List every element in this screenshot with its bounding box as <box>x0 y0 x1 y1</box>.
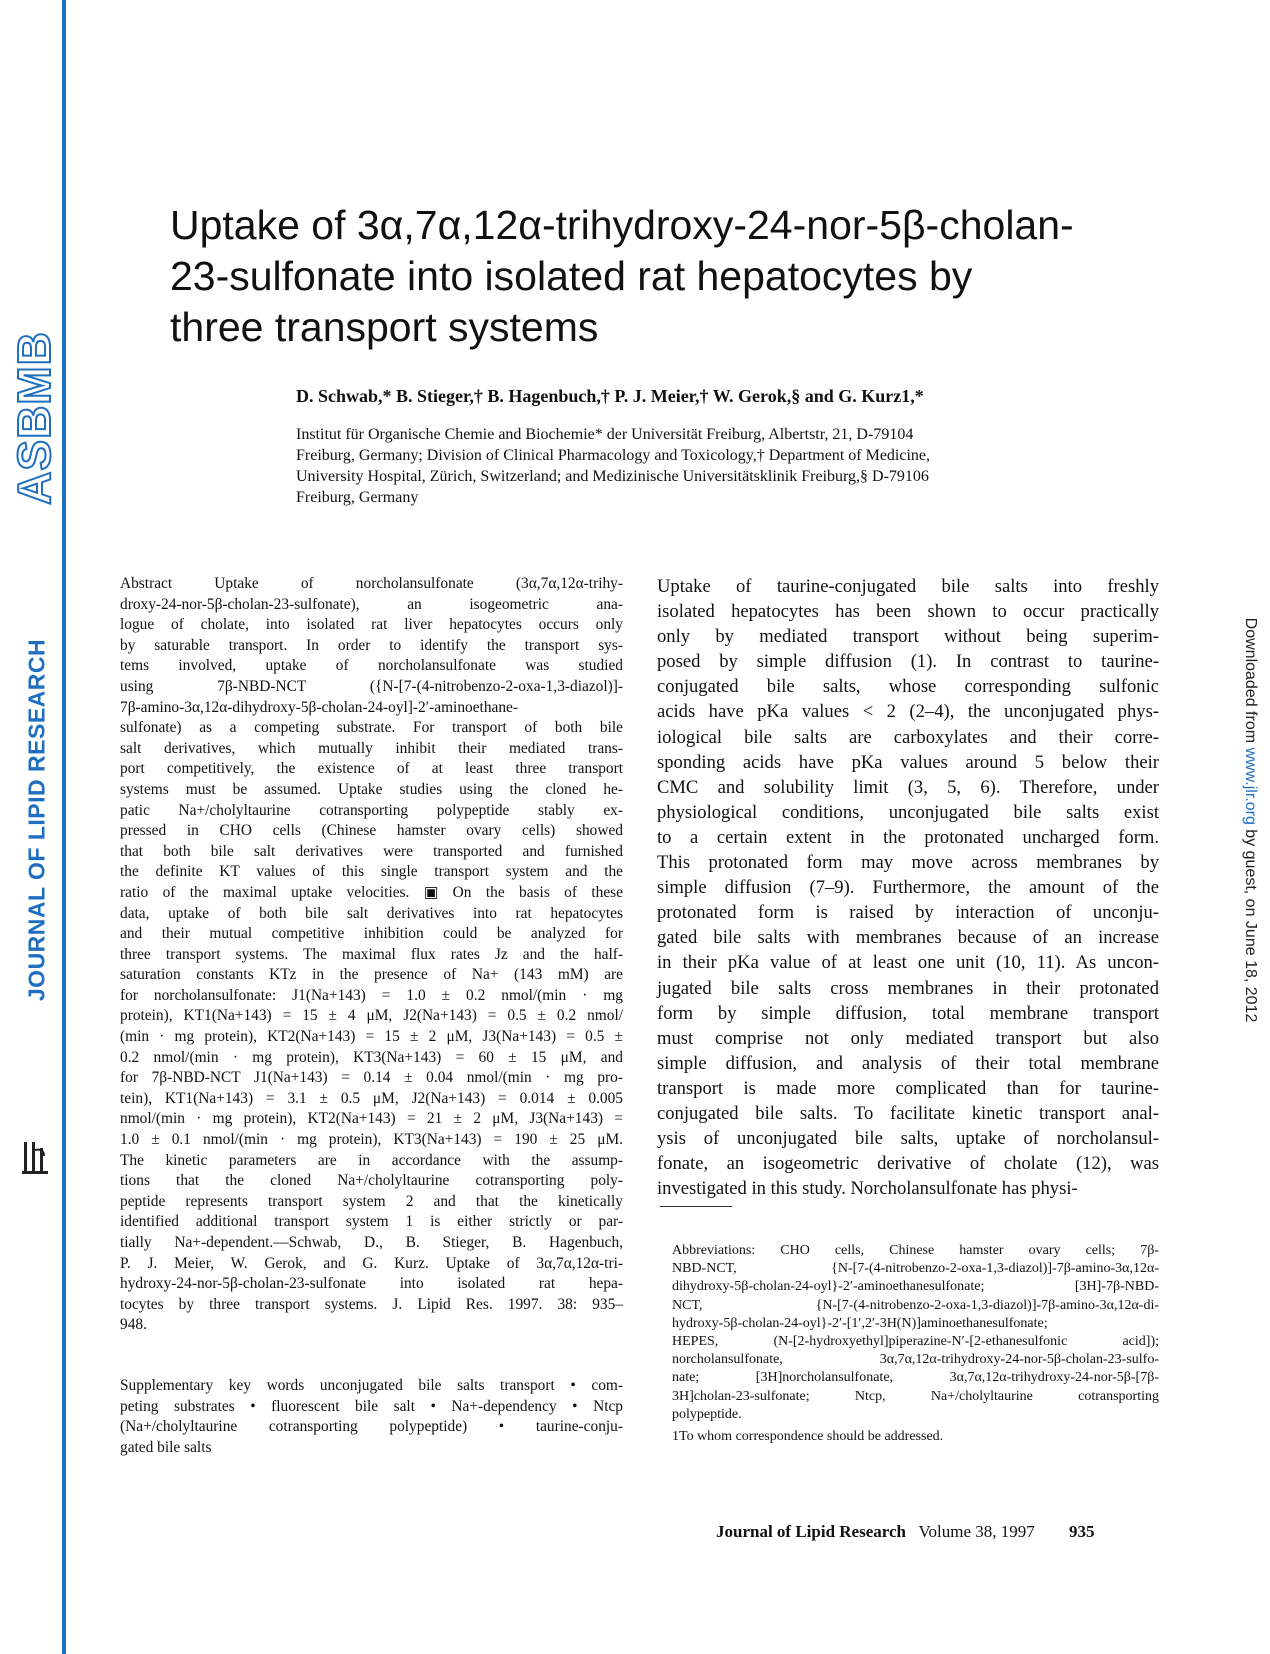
body-column <box>657 574 1159 1201</box>
body-line: acids have pKa values < 2 (2–4), the unconjugated phys- <box>657 701 1159 723</box>
abstract-line: systems must be assumed. Uptake studies using the cloned he- <box>120 780 623 798</box>
abbreviation-line: hydroxy-5β-cholan-24-oyl}-2′-[1′,2′-3H(N)]aminoethanesulfonate; <box>672 1315 1048 1331</box>
asbmb-logo: ASBMB <box>8 331 60 505</box>
abstract-line: port competitively, the existence of at least three transport <box>120 760 623 778</box>
abstract-line: droxy-24-nor-5β-cholan-23-sulfonate), an isogeometric ana- <box>120 595 623 613</box>
abstract-line: logue of cholate, into isolated rat liver hepatocytes occurs only <box>120 616 623 634</box>
abstract-line: the definite KT values of this single transport system and the <box>120 863 623 881</box>
footnotes <box>672 1242 1159 1446</box>
body-line: simple diffusion, and analysis of their total membrane <box>657 1052 1159 1074</box>
body-line: simple diffusion (7–9). Furthermore, the amount of the <box>657 877 1159 899</box>
download-suffix: by guest, on June 18, 2012 <box>1242 824 1259 1023</box>
body-line: iological bile salts are carboxylates and their corre- <box>657 726 1159 748</box>
abstract-line: ratio of the maximal uptake velocities. ▣ On the basis of these <box>120 883 623 901</box>
affiliation-line: Freiburg, Germany <box>296 489 419 506</box>
footer-volume: Volume 38, 1997 <box>918 1522 1035 1541</box>
abstract <box>120 574 623 1336</box>
abstract-line: tocytes by three transport systems. J. Lipid Res. 1997. 38: 935– <box>120 1295 623 1313</box>
download-prefix: Downloaded from <box>1242 617 1259 748</box>
body-line: transport is made more complicated than for taurine- <box>657 1077 1159 1099</box>
body-line: isolated hepatocytes has been shown to occur practically <box>657 601 1159 623</box>
page-footer <box>716 1522 1095 1542</box>
abstract-line: tems involved, uptake of norcholansulfonate was studied <box>120 657 623 675</box>
title-line: 23-sulfonate into isolated rat hepatocytes by <box>170 253 973 299</box>
body-line: in their pKa value of at least one unit (10, 11). As uncon- <box>657 952 1159 974</box>
body-line: This protonated form may move across membranes by <box>657 852 1159 874</box>
abbreviation-line: NBD-NCT, {N-[7-(4-nitrobenzo-2-oxa-1,3-diazol)]-7β-amino-3α,12α- <box>672 1261 1159 1277</box>
keywords-line: Supplementary key words unconjugated bile salts transport • com- <box>120 1376 623 1394</box>
abstract-line: salt derivatives, which mutually inhibit their mediated trans- <box>120 739 623 757</box>
title-line: three transport systems <box>170 304 599 350</box>
affiliation <box>296 424 1116 508</box>
body-line: investigated in this study. Norcholansulfonate has physi- <box>657 1178 1078 1200</box>
abstract-line: for norcholansulfonate: J1(Na+143) = 1.0 ± 0.2 nmol/(min · mg <box>120 986 623 1004</box>
body-line: to a certain extent in the protonated uncharged form. <box>657 826 1159 848</box>
body-line: Uptake of taurine-conjugated bile salts into freshly <box>657 576 1159 597</box>
abstract-line: tially Na+-dependent.—Schwab, D., B. Stieger, B. Hagenbuch, <box>120 1234 623 1251</box>
abstract-line: 0.2 nmol/(min · mg protein), KT3(Na+143) = 60 ± 15 μM, and <box>120 1048 623 1066</box>
abstract-line: patic Na+/cholyltaurine cotransporting polypeptide stably ex- <box>120 801 623 819</box>
abbreviation-line: NCT, {N-[7-(4-nitrobenzo-2-oxa-1,3-diazol)]-7β-amino-3α,12α-di- <box>672 1297 1159 1313</box>
page-number: 935 <box>1069 1522 1095 1541</box>
jlr-logo-icon <box>20 1140 50 1176</box>
strip-divider <box>62 0 66 1654</box>
abbreviation-line: norcholansulfonate, 3α,7α,12α-trihydroxy-24-nor-5β-cholan-23-sulfo- <box>672 1352 1159 1368</box>
abstract-line: (min · mg protein), KT2(Na+143) = 15 ± 2 μM, J3(Na+143) = 0.5 ± <box>120 1028 623 1046</box>
abbreviation-line: HEPES, (N-[2-hydroxyethyl]piperazine-N′-[2-ethanesulfonic acid]); <box>672 1334 1159 1350</box>
abstract-line: sulfonate) as a competing substrate. For transport of both bile <box>120 719 623 737</box>
abstract-line: using 7β-NBD-NCT ({N-[7-(4-nitrobenzo-2-oxa-1,3-diazol)]- <box>120 677 623 695</box>
body-line: must comprise not only mediated transport but also <box>657 1027 1159 1049</box>
abstract-line: 7β-amino-3α,12α-dihydroxy-5β-cholan-24-oyl]-2′-aminoethane- <box>120 698 518 716</box>
body-line: protonated form is raised by interaction of unconju- <box>657 902 1159 924</box>
keywords <box>120 1376 623 1458</box>
abstract-line: protein), KT1(Na+143) = 15 ± 4 μM, J2(Na+143) = 0.5 ± 0.2 nmol/ <box>120 1007 623 1025</box>
abstract-line: Abstract Uptake of norcholansulfonate (3α,7α,12α-trihy- <box>120 575 623 592</box>
abbreviation-line: polypeptide. <box>672 1406 742 1422</box>
footer-journal: Journal of Lipid Research <box>716 1522 907 1541</box>
abstract-line: peptide represents transport system 2 and that the kinetically <box>120 1192 623 1210</box>
body-line: ysis of unconjugated bile salts, uptake of norcholansul- <box>657 1128 1159 1150</box>
keywords-line: (Na+/cholyltaurine cotransporting polypeptide) • taurine-conju- <box>120 1418 623 1436</box>
affiliation-line: University Hospital, Zürich, Switzerland; and Medizinische Universitätsklinik Freiburg,§ D-79106 <box>296 468 929 485</box>
abstract-line: tions that the cloned Na+/cholyltaurine cotransporting poly- <box>120 1172 623 1190</box>
abstract-line: for 7β-NBD-NCT J1(Na+143) = 0.14 ± 0.04 nmol/(min · mg pro- <box>120 1069 623 1087</box>
body-line: physiological conditions, unconjugated bile salts exist <box>657 801 1159 823</box>
body-line: conjugated bile salts, whose corresponding sulfonic <box>657 676 1159 698</box>
abstract-line: tein), KT1(Na+143) = 3.1 ± 0.5 μM, J2(Na+143) = 0.014 ± 0.005 <box>120 1089 623 1107</box>
publisher-strip <box>0 0 72 1654</box>
abstract-line: by saturable transport. In order to identify the transport sys- <box>120 636 623 654</box>
abbreviation-line: 3H]cholan-23-sulfonate; Ntcp, Na+/cholyltaurine cotransporting <box>672 1388 1159 1404</box>
body-line: posed by simple diffusion (1). In contrast to taurine- <box>657 651 1159 673</box>
abstract-line: saturation constants KTz in the presence of Na+ (143 mM) are <box>120 966 623 984</box>
affiliation-line: Freiburg, Germany; Division of Clinical Pharmacology and Toxicology,† Department of Medicine, <box>296 447 931 464</box>
journal-link[interactable]: www.jlr.org <box>1242 747 1259 825</box>
body-line: form by simple diffusion, total membrane transport <box>657 1002 1159 1024</box>
abstract-line: 948. <box>120 1316 147 1334</box>
article-title <box>170 200 1130 353</box>
body-text <box>657 574 1159 1201</box>
keywords-line: peting substrates • fluorescent bile salt • Na+-dependency • Ntcp <box>120 1397 623 1415</box>
title-line: Uptake of 3α,7α,12α-trihydroxy-24-nor-5β-cholan- <box>170 202 1074 248</box>
abbreviation-line: dihydroxy-5β-cholan-24-oyl}-2′-aminoethanesulfonate; [3H]-7β-NBD- <box>672 1279 1159 1295</box>
affiliation-line: Institut für Organische Chemie and Biochemie* der Universität Freiburg, Albertstr, 21, D-79104 <box>296 426 914 443</box>
abbreviations <box>672 1242 1159 1424</box>
body-line: sponding acids have pKa values around 5 below their <box>657 751 1159 773</box>
body-line: gated bile salts with membranes because of an increase <box>657 927 1159 949</box>
body-line: CMC and solubility limit (3, 5, 6). Therefore, under <box>657 776 1159 798</box>
body-line: jugated bile salts cross membranes in their protonated <box>657 977 1159 999</box>
abstract-line: The kinetic parameters are in accordance with the assump- <box>120 1151 623 1169</box>
keywords-line: gated bile salts <box>120 1438 212 1456</box>
abstract-line: P. J. Meier, W. Gerok, and G. Kurz. Uptake of 3α,7α,12α-tri- <box>120 1254 623 1272</box>
body-line: conjugated bile salts. To facilitate kinetic transport anal- <box>657 1102 1159 1124</box>
abstract-line: 1.0 ± 0.1 nmol/(min · mg protein), KT3(Na+143) = 190 ± 25 μM. <box>120 1131 623 1149</box>
abstract-line: that both bile salt derivatives were transported and furnished <box>120 842 623 860</box>
abstract-line: hydroxy-24-nor-5β-cholan-23-sulfonate into isolated rat hepa- <box>120 1275 623 1293</box>
abbreviation-line: nate; [3H]norcholansulfonate, 3α,7α,12α-trihydroxy-24-nor-5β-[7β- <box>672 1370 1159 1386</box>
journal-vertical-title: JOURNAL OF LIPID RESEARCH <box>23 638 50 1002</box>
abstract-line: identified additional transport system 1 is either strictly or par- <box>120 1213 623 1231</box>
abstract-line: pressed in CHO cells (Chinese hamster ovary cells) showed <box>120 822 623 840</box>
abstract-column <box>120 574 623 1458</box>
correspondence-footnote: 1To whom correspondence should be addressed. <box>672 1429 944 1445</box>
footnote-rule <box>660 1206 732 1207</box>
abbreviation-line: Abbreviations: CHO cells, Chinese hamster ovary cells; 7β- <box>672 1243 1159 1258</box>
abstract-line: nmol/(min · mg protein), KT2(Na+143) = 21 ± 2 μM, J3(Na+143) = <box>120 1110 623 1128</box>
body-line: only by mediated transport without being superim- <box>657 626 1159 648</box>
abstract-line: data, uptake of both bile salt derivatives into rat hepatocytes <box>120 904 623 922</box>
body-line: fonate, an isogeometric derivative of cholate (12), was <box>657 1153 1159 1175</box>
abstract-line: and their mutual competitive inhibition could be analyzed for <box>120 925 623 943</box>
abstract-line: three transport systems. The maximal flux rates Jz and the half- <box>120 945 623 963</box>
author-list: D. Schwab,* B. Stieger,† B. Hagenbuch,† P. J. Meier,† W. Gerok,§ and G. Kurz1,* <box>296 386 924 406</box>
download-note <box>1241 618 1259 1023</box>
